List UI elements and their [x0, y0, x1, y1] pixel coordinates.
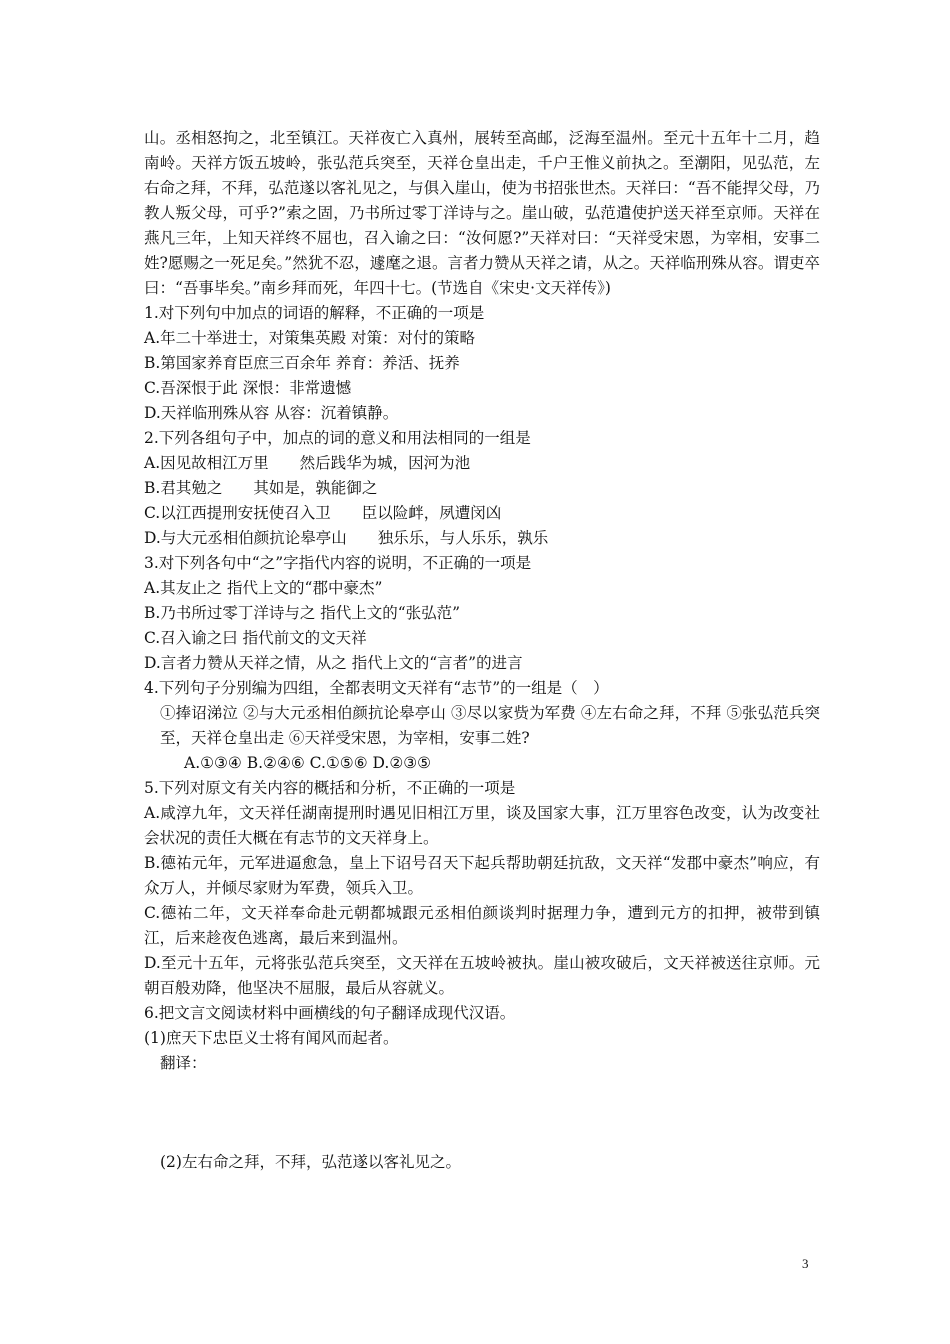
question-5-option-a: A.咸淳九年，文天祥任湖南提刑时遇见旧相江万里，谈及国家大事，江万里容色改变，认为改变社会状况的责任大概在有志节的文天祥身上。 — [144, 804, 820, 847]
translation-answer-space — [144, 1076, 820, 1150]
question-2-stem: 2.下列各组句子中，加点的词的意义和用法相同的一组是 — [144, 429, 531, 447]
question-4-items: ①捧诏涕泣 ②与大元丞相伯颜抗论皋亭山 ③尽以家赀为军费 ④左右命之拜，不拜 ⑤张弘范兵突至，天祥仓皇出走 ⑥天祥受宋恩，为宰相，安事二姓? — [160, 704, 820, 747]
question-6-sentence-1: (1)庶天下忠臣义士将有闻风而起者。 — [144, 1029, 399, 1047]
translation-label: 翻译： — [160, 1054, 207, 1072]
passage-text: 山。丞相怒拘之，北至镇江。天祥夜亡入真州，展转至高邮，泛海至温州。至元十五年十二月，趋南岭。天祥方饭五坡岭，张弘范兵突至，天祥仓皇出走，千户王惟义前执之。至潮阳，见弘范，左右命之拜，不拜，弘范遂以客礼见之，与俱入崖山，使为书招张世杰。天祥曰：“吾不能捍父母，乃教人叛父母，可乎?”索之固，乃书所过零丁洋诗与之。崖山破，弘范遣使护送天祥至京师。天祥在燕凡三年，上知天祥终不屈也，召入谕之曰：“汝何愿?”天祥对曰：“天祥受宋恩，为宰相，安事二姓?愿赐之一死足矣。”然犹不忍，遽麾之退。言者力赞从天祥之请，从之。天祥临刑殊从容。谓吏卒曰：“吾事毕矣。”南乡拜而死，年四十七。(节选自《宋史·文天祥传》) — [144, 129, 820, 297]
question-1-option-a: A.年二十举进士，对策集英殿 对策：对付的策略 — [144, 329, 476, 347]
question-2-option-c: C.以江西提刑安抚使召入卫 臣以险衅，夙遭闵凶 — [144, 504, 502, 522]
question-3-option-a: A.其友止之 指代上文的“郡中豪杰” — [144, 579, 383, 597]
question-1-option-d: D.天祥临刑殊从容 从容：沉着镇静。 — [144, 404, 399, 422]
question-5-option-d: D.至元十五年，元将张弘范兵突至，文天祥在五坡岭被执。崖山被攻破后，文天祥被送往京师。元朝百般劝降，他坚决不屈服，最后从容就义。 — [144, 954, 820, 997]
question-5-option-b: B.德祐元年，元军进逼愈急，皇上下诏号召天下起兵帮助朝廷抗敌，文天祥“发郡中豪杰”响应，有众万人，并倾尽家财为军费，领兵入卫。 — [144, 854, 820, 897]
question-2-option-d: D.与大元丞相伯颜抗论皋亭山 独乐乐，与人乐乐，孰乐 — [144, 529, 549, 547]
question-1-stem: 1.对下列句中加点的词语的解释，不正确的一项是 — [144, 304, 485, 322]
question-4-choices: A.①③④ B.②④⑥ C.①⑤⑥ D.②③⑤ — [184, 754, 432, 772]
question-1-option-b: B.第国家养育臣庶三百余年 养育：养活、抚养 — [144, 354, 460, 372]
question-5-stem: 5.下列对原文有关内容的概括和分析，不正确的一项是 — [144, 779, 516, 797]
question-3-stem: 3.对下列各句中“之”字指代内容的说明，不正确的一项是 — [144, 554, 532, 572]
question-6-sentence-2: (2)左右命之拜，不拜，弘范遂以客礼见之。 — [160, 1153, 461, 1171]
question-3-option-c: C.召入谕之曰 指代前文的文天祥 — [144, 629, 367, 647]
question-1-option-c: C.吾深恨于此 深恨：非常遗憾 — [144, 379, 352, 397]
document-body — [144, 126, 820, 1175]
question-2-option-a: A.因见故相江万里 然后践华为城，因河为池 — [144, 454, 471, 472]
question-2-option-b: B.君其勉之 其如是，孰能御之 — [144, 479, 378, 497]
question-3-option-d: D.言者力赞从天祥之情，从之 指代上文的“言者”的进言 — [144, 654, 523, 672]
question-4-stem: 4.下列句子分别编为四组，全都表明文天祥有“志节”的一组是（ ） — [144, 679, 609, 697]
question-6-stem: 6.把文言文阅读材料中画横线的句子翻译成现代汉语。 — [144, 1004, 516, 1022]
question-5-option-c: C.德祐二年，文天祥奉命赴元朝都城跟元丞相伯颜谈判时据理力争，遭到元方的扣押，被带到镇江，后来趁夜色逃离，最后来到温州。 — [144, 904, 820, 947]
question-3-option-b: B.乃书所过零丁洋诗与之 指代上文的“张弘范” — [144, 604, 461, 622]
page-number: 3 — [802, 1256, 809, 1271]
